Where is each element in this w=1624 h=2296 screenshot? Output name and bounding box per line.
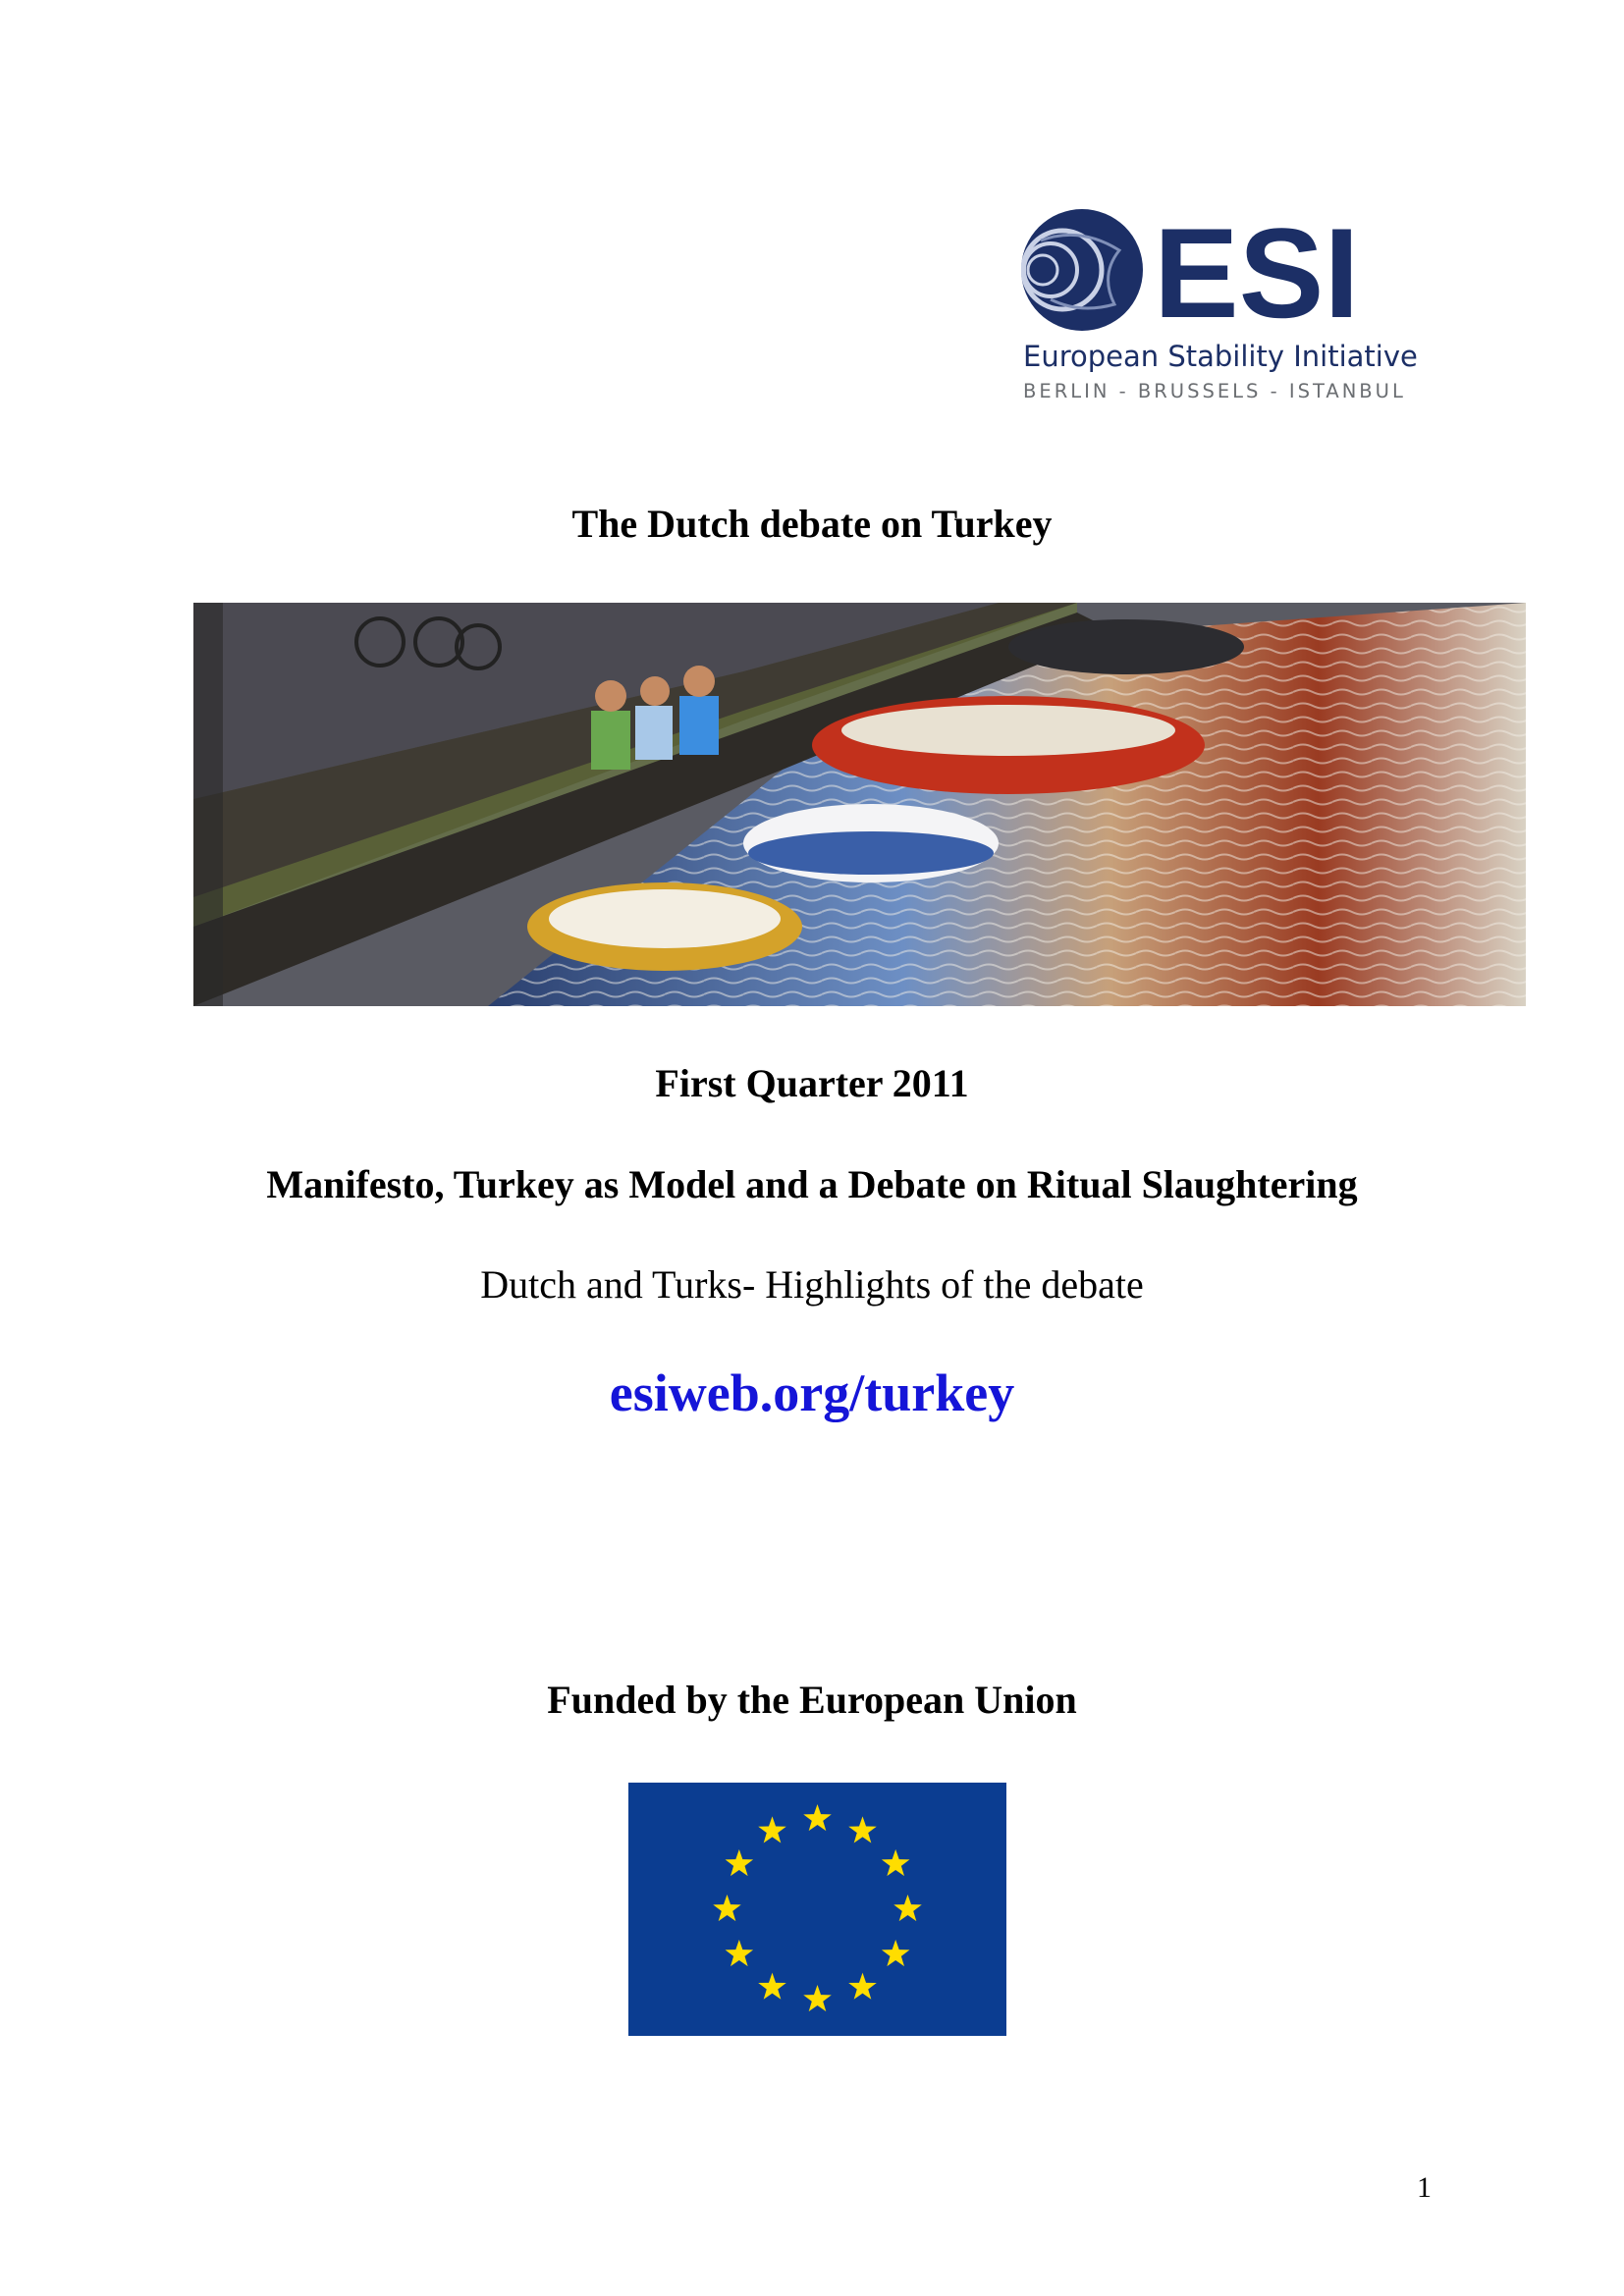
funded-by: Funded by the European Union <box>547 1678 1077 1722</box>
document-title: The Dutch debate on Turkey <box>571 502 1053 546</box>
highlights-line: Dutch and Turks- Highlights of the debate <box>480 1262 1144 1307</box>
esi-cities: BERLIN - BRUSSELS - ISTANBUL <box>1023 380 1406 402</box>
page-number: 1 <box>1417 2171 1432 2204</box>
esi-logo <box>1021 196 1443 407</box>
subtitle: Manifesto, Turkey as Model and a Debate on Ritual Slaughtering <box>266 1162 1358 1206</box>
esi-acronym: ESI <box>1154 201 1360 345</box>
eu-flag-icon <box>628 1783 1006 2036</box>
website-link[interactable]: esiweb.org/turkey <box>609 1363 1015 1422</box>
canal-photo <box>193 603 1526 1006</box>
esi-name: European Stability Initiative <box>1023 340 1418 373</box>
quarter-heading: First Quarter 2011 <box>655 1061 969 1105</box>
globe-icon <box>1021 209 1143 331</box>
